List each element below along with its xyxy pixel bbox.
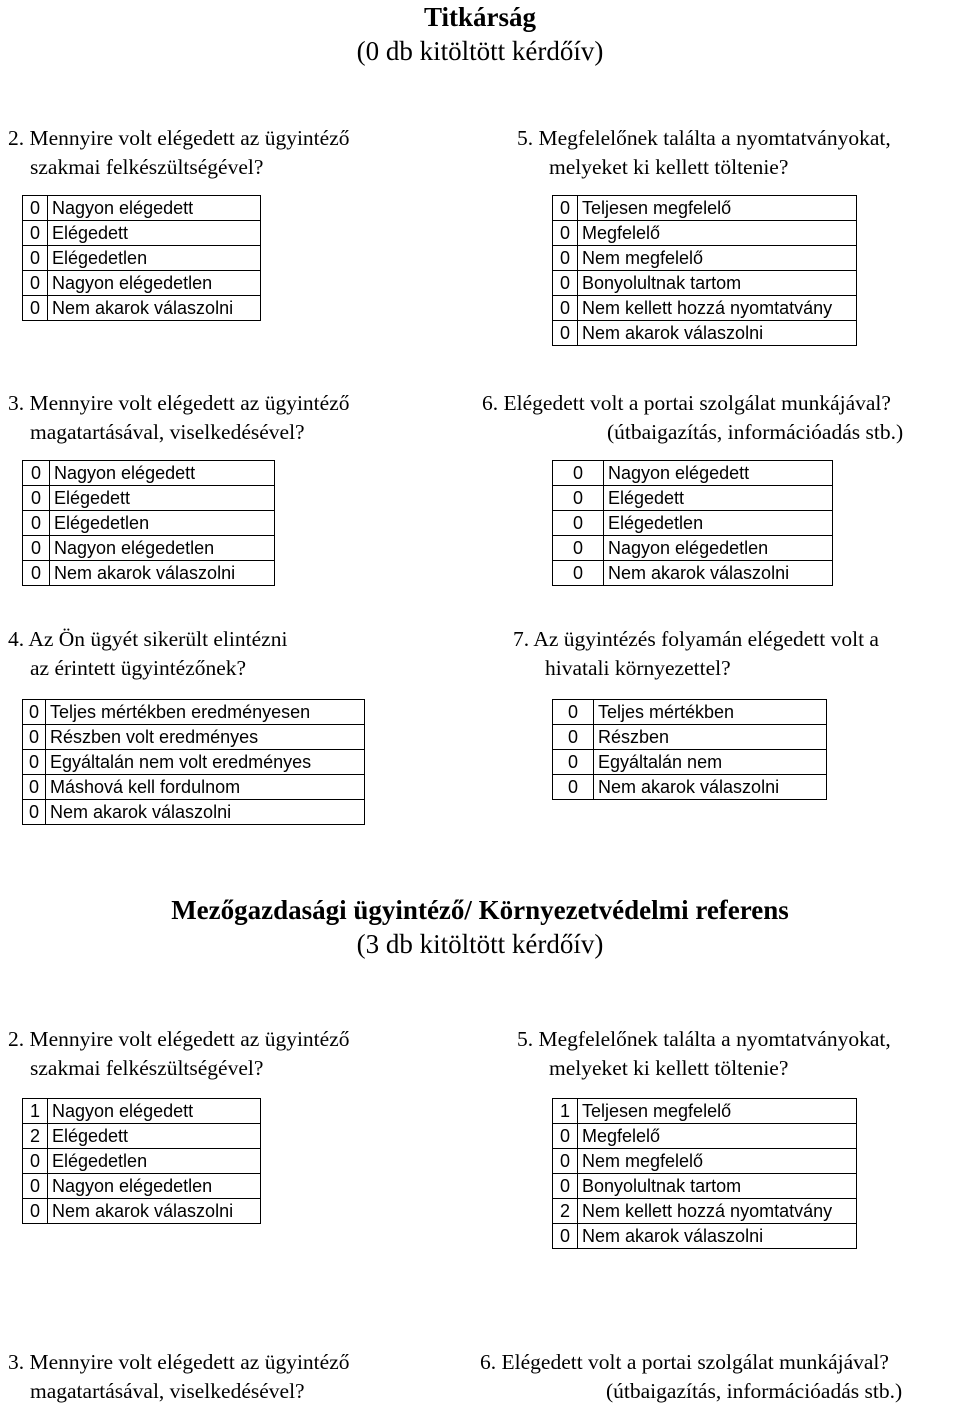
s1-q4-question (8, 625, 287, 683)
option-count: 0 (23, 1174, 48, 1199)
s1-q4-line1: 4. Az Ön ügyét sikerült elintézni (8, 627, 288, 651)
option-count: 0 (23, 246, 48, 271)
option-row (23, 511, 275, 536)
option-row (23, 536, 275, 561)
option-label: Megfelelő (578, 221, 857, 246)
option-count: 0 (553, 750, 594, 775)
option-label: Elégedetlen (50, 511, 275, 536)
option-row (553, 321, 857, 346)
option-row (553, 511, 833, 536)
s1-q7-line2: hivatali környezettel? (545, 656, 731, 680)
option-count: 0 (553, 246, 578, 271)
option-count: 0 (23, 296, 48, 321)
s2-q3-question (8, 1348, 350, 1406)
s1-q5-line2: melyeket ki kellett töltenie? (549, 155, 789, 179)
option-label: Nagyon elégedetlen (48, 1174, 261, 1199)
s1-q2-options (22, 195, 261, 321)
option-label: Nem megfelelő (578, 246, 857, 271)
option-label: Elégedetlen (48, 246, 261, 271)
s1-q7-options (552, 699, 827, 800)
option-row (553, 1224, 857, 1249)
option-count: 0 (23, 750, 46, 775)
option-row (553, 271, 857, 296)
option-row (553, 1099, 857, 1124)
s1-q6-line1: 6. Elégedett volt a portai szolgálat munkájával? (482, 391, 891, 415)
s1-q6-line2: (útbaigazítás, információadás stb.) (607, 420, 904, 444)
s1-q2-question (8, 124, 350, 182)
option-count: 0 (553, 775, 594, 800)
option-label: Teljes mértékben (594, 700, 827, 725)
option-label: Nem akarok válaszolni (50, 561, 275, 586)
s1-q5-question (517, 124, 891, 182)
section2-title-block (0, 893, 960, 961)
option-label: Nagyon elégedetlen (48, 271, 261, 296)
option-count: 0 (553, 700, 594, 725)
option-row (553, 296, 857, 321)
s2-q5-line2: melyeket ki kellett töltenie? (549, 1056, 789, 1080)
option-label: Nem akarok válaszolni (604, 561, 833, 586)
section2-subtitle: (3 db kitöltött kérdőív) (356, 929, 604, 959)
option-count: 0 (23, 775, 46, 800)
option-label: Nagyon elégedetlen (50, 536, 275, 561)
option-label: Részben (594, 725, 827, 750)
option-label: Nagyon elégedett (50, 461, 275, 486)
option-count: 2 (553, 1199, 578, 1224)
option-row (553, 486, 833, 511)
s2-q5-question (517, 1025, 891, 1083)
s1-q5-options (552, 195, 857, 346)
s1-q3-line1: 3. Mennyire volt elégedett az ügyintéző (8, 391, 350, 415)
option-count: 0 (553, 461, 604, 486)
option-row (553, 461, 833, 486)
option-count: 0 (553, 296, 578, 321)
option-label: Teljesen megfelelő (578, 196, 857, 221)
option-count: 0 (553, 1124, 578, 1149)
s2-q5-options (552, 1098, 857, 1249)
option-count: 0 (23, 486, 50, 511)
option-label: Elégedett (48, 1124, 261, 1149)
option-label: Nem akarok válaszolni (48, 1199, 261, 1224)
option-label: Teljesen megfelelő (578, 1099, 857, 1124)
s2-q6-line1: 6. Elégedett volt a portai szolgálat munkájával? (480, 1350, 889, 1374)
option-label: Részben volt eredményes (46, 725, 365, 750)
option-row (553, 536, 833, 561)
option-count: 0 (23, 196, 48, 221)
option-count: 0 (23, 800, 46, 825)
section1-title: Titkárság (423, 2, 537, 32)
option-count: 0 (23, 271, 48, 296)
option-label: Nem akarok válaszolni (46, 800, 365, 825)
option-count: 0 (23, 536, 50, 561)
option-label: Teljes mértékben eredményesen (46, 700, 365, 725)
option-label: Nem akarok válaszolni (578, 321, 857, 346)
option-count: 1 (553, 1099, 578, 1124)
option-label: Elégedett (48, 221, 261, 246)
s1-q3-line2: magatartásával, viselkedésével? (30, 420, 305, 444)
option-count: 0 (23, 1149, 48, 1174)
s2-q2-line2: szakmai felkészültségével? (30, 1056, 264, 1080)
option-count: 0 (23, 700, 46, 725)
option-count: 0 (553, 561, 604, 586)
option-row (553, 221, 857, 246)
option-label: Nagyon elégedett (48, 196, 261, 221)
option-count: 0 (553, 271, 578, 296)
s2-q2-options (22, 1098, 261, 1224)
option-label: Bonyolultnak tartom (578, 1174, 857, 1199)
option-row (23, 486, 275, 511)
option-count: 0 (553, 511, 604, 536)
option-count: 0 (23, 1199, 48, 1224)
option-row (23, 775, 365, 800)
option-count: 0 (23, 561, 50, 586)
s1-q6-question (482, 389, 903, 447)
option-row (553, 775, 827, 800)
option-label: Nem kellett hozzá nyomtatvány (578, 1199, 857, 1224)
option-row (553, 1199, 857, 1224)
option-row (23, 725, 365, 750)
option-label: Elégedett (50, 486, 275, 511)
option-count: 0 (553, 1149, 578, 1174)
option-row (23, 800, 365, 825)
option-label: Megfelelő (578, 1124, 857, 1149)
option-count: 1 (23, 1099, 48, 1124)
s2-q2-question (8, 1025, 350, 1083)
option-row (553, 750, 827, 775)
option-label: Nem akarok válaszolni (594, 775, 827, 800)
option-row (553, 1149, 857, 1174)
option-row (23, 196, 261, 221)
option-row (23, 271, 261, 296)
option-label: Elégedett (604, 486, 833, 511)
option-count: 0 (553, 1174, 578, 1199)
option-label: Nem kellett hozzá nyomtatvány (578, 296, 857, 321)
s1-q7-line1: 7. Az ügyintézés folyamán elégedett volt a (513, 627, 879, 651)
option-count: 0 (553, 725, 594, 750)
option-label: Nagyon elégedetlen (604, 536, 833, 561)
option-label: Nem akarok válaszolni (48, 296, 261, 321)
option-row (553, 1124, 857, 1149)
option-row (553, 700, 827, 725)
section2-title: Mezőgazdasági ügyintéző/ Környezetvédelmi referens (171, 895, 789, 925)
option-label: Bonyolultnak tartom (578, 271, 857, 296)
option-row (553, 561, 833, 586)
option-row (23, 296, 261, 321)
s2-q6-line2: (útbaigazítás, információadás stb.) (606, 1379, 903, 1403)
option-count: 0 (553, 321, 578, 346)
s1-q3-question (8, 389, 350, 447)
option-count: 0 (23, 511, 50, 536)
option-row (553, 1174, 857, 1199)
s2-q3-line1: 3. Mennyire volt elégedett az ügyintéző (8, 1350, 350, 1374)
option-row (23, 246, 261, 271)
option-label: Egyáltalán nem volt eredményes (46, 750, 365, 775)
option-count: 0 (553, 486, 604, 511)
option-label: Máshová kell fordulnom (46, 775, 365, 800)
s1-q6-options (552, 460, 833, 586)
option-label: Nem akarok válaszolni (578, 1224, 857, 1249)
option-count: 0 (553, 536, 604, 561)
option-label: Nagyon elégedett (48, 1099, 261, 1124)
option-row (23, 221, 261, 246)
s1-q4-options (22, 699, 365, 825)
s1-q5-line1: 5. Megfelelőnek találta a nyomtatványokat, (517, 126, 891, 150)
option-row (23, 1124, 261, 1149)
s1-q3-options (22, 460, 275, 586)
option-label: Egyáltalán nem (594, 750, 827, 775)
option-count: 0 (23, 461, 50, 486)
section1-title-block (0, 0, 960, 68)
option-row (23, 1099, 261, 1124)
option-row (553, 725, 827, 750)
option-row (23, 561, 275, 586)
s1-q2-line2: szakmai felkészültségével? (30, 155, 264, 179)
section1-subtitle: (0 db kitöltött kérdőív) (356, 36, 604, 66)
option-count: 2 (23, 1124, 48, 1149)
option-row (553, 196, 857, 221)
s1-q7-question (513, 625, 879, 683)
option-row (23, 700, 365, 725)
option-label: Elégedetlen (604, 511, 833, 536)
s2-q5-line1: 5. Megfelelőnek találta a nyomtatványokat, (517, 1027, 891, 1051)
option-count: 0 (23, 725, 46, 750)
option-label: Elégedetlen (48, 1149, 261, 1174)
s2-q3-line2: magatartásával, viselkedésével? (30, 1379, 305, 1403)
option-row (23, 461, 275, 486)
option-count: 0 (553, 196, 578, 221)
option-count: 0 (23, 221, 48, 246)
option-count: 0 (553, 1224, 578, 1249)
option-row (23, 1199, 261, 1224)
s1-q4-line2: az érintett ügyintézőnek? (30, 656, 247, 680)
option-row (23, 1174, 261, 1199)
option-label: Nem megfelelő (578, 1149, 857, 1174)
s2-q2-line1: 2. Mennyire volt elégedett az ügyintéző (8, 1027, 350, 1051)
option-row (23, 1149, 261, 1174)
s1-q2-line1: 2. Mennyire volt elégedett az ügyintéző (8, 126, 350, 150)
option-count: 0 (553, 221, 578, 246)
option-row (23, 750, 365, 775)
s2-q6-question (480, 1348, 902, 1406)
option-label: Nagyon elégedett (604, 461, 833, 486)
option-row (553, 246, 857, 271)
